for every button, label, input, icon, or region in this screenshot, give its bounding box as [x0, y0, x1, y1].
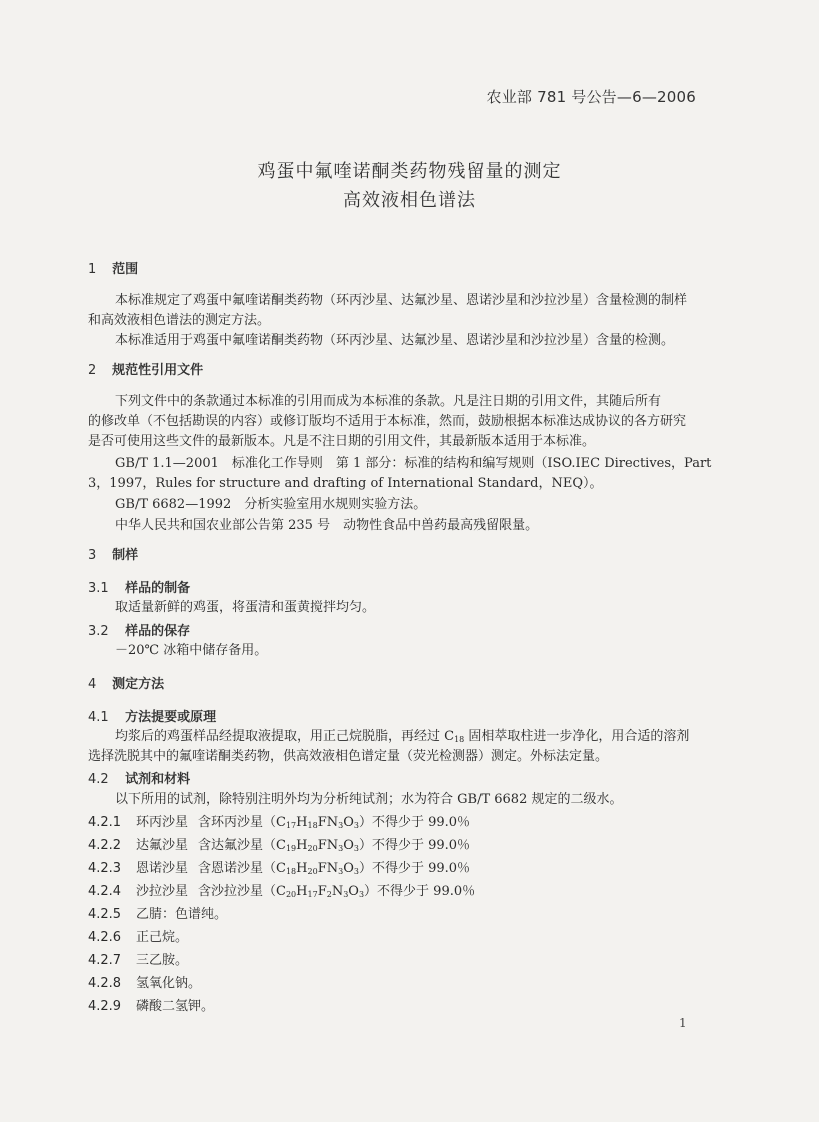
formula-prefix: 含恩诺沙星（C: [198, 861, 286, 876]
formula-element: O: [348, 884, 359, 899]
section-4-1-heading: [88, 710, 216, 726]
reference-paragraph-line: 下列文件中的条款通过本标准的引用而成为本标准的条款。凡是注日期的引用文件，其随后所有: [115, 394, 662, 409]
formula-subscript: 17: [285, 821, 297, 830]
formula-subscript: 20: [307, 844, 318, 853]
formula-subscript: 20: [285, 890, 297, 899]
formula-element: FN: [317, 838, 339, 853]
item-number: 4.2.7: [88, 953, 122, 968]
item-number: 4.2.6: [88, 930, 122, 945]
formula-element: FN: [317, 815, 339, 830]
item-text: 三乙胺。: [136, 953, 189, 968]
item-number: 4.2.4: [88, 884, 122, 899]
formula-subscript: 3: [343, 890, 349, 899]
section-label: 范围: [112, 262, 139, 277]
item-number: 4.2.9: [88, 999, 122, 1014]
section-3-1-text: 取适量新鲜的鸡蛋，将蛋清和蛋黄搅拌均匀。: [115, 600, 376, 615]
formula-prefix: 含环丙沙星（C: [198, 815, 286, 830]
formula-subscript: 3: [353, 821, 359, 830]
formula-suffix: ）不得少于 99.0％: [358, 815, 471, 830]
reagent-item: [88, 953, 188, 969]
formula-element: FN: [317, 861, 339, 876]
section-number: 3.1: [88, 581, 109, 596]
formula-element: H: [296, 815, 308, 830]
formula-subscript: 18: [285, 867, 297, 876]
formula-element: O: [343, 815, 354, 830]
formula-subscript: 19: [285, 844, 297, 853]
formula-subscript: 18: [307, 821, 318, 830]
formula-element: O: [343, 861, 354, 876]
formula-subscript: 3: [338, 867, 344, 876]
formula-suffix: ）不得少于 99.0％: [364, 884, 476, 899]
section-label: 测定方法: [112, 677, 165, 692]
formula-subscript: 3: [353, 844, 359, 853]
item-text: 乙腈：色谱纯。: [136, 907, 228, 922]
reagent-name: 沙拉沙星: [136, 884, 189, 899]
section-number: 3: [88, 548, 97, 563]
formula-suffix: ）不得少于 99.0％: [358, 861, 471, 876]
section-label: 样品的制备: [125, 581, 191, 596]
reference-paragraph-line: 是否可使用这些文件的最新版本。凡是不注日期的引用文件，其最新版本适用于本标准。: [88, 434, 596, 449]
section-number: 4.2: [88, 772, 109, 787]
formula-subscript: 20: [307, 867, 318, 876]
item-number: 4.2.8: [88, 976, 122, 991]
section-number: 4.1: [88, 710, 109, 725]
section-4-1-text-line: [115, 729, 689, 745]
formula-element: N: [331, 884, 344, 899]
page-number: 1: [679, 1016, 687, 1030]
section-3-2-text: －20℃ 冰箱中储存备用。: [115, 643, 268, 658]
reagent-item: [88, 907, 227, 923]
section-2-heading: [88, 363, 203, 379]
formula-prefix: 含达氟沙星（C: [198, 838, 286, 853]
item-text: 正己烷。: [136, 930, 189, 945]
reagent-name: 恩诺沙星: [136, 861, 189, 876]
formula-prefix: 含沙拉沙星（C: [198, 884, 286, 899]
document-number: 农业部 781 号公告—6—2006: [486, 88, 696, 106]
section-4-1-text-line: 选择洗脱其中的氟喹诺酮类药物，供高效液相色谱定量（荧光检测器）测定。外标法定量。: [88, 749, 609, 764]
item-text: 氢氧化钠。: [136, 976, 202, 991]
reagent-item: [88, 884, 475, 900]
reagent-item: [88, 930, 188, 946]
section-4-2-text: 以下所用的试剂，除特别注明外均为分析纯试剂；水为符合 GB/T 6682 规定的二级水。: [115, 792, 623, 807]
text-segment: 均浆后的鸡蛋样品经提取液提取，用正己烷脱脂，再经过 C: [115, 729, 455, 744]
formula-element: H: [296, 861, 308, 876]
reagent-item: [88, 861, 470, 877]
section-label: 制样: [112, 548, 139, 563]
section-4-2-heading: [88, 772, 190, 788]
formula-element: F: [317, 884, 327, 899]
scope-paragraph-line: 和高效液相色谱法的测定方法。: [88, 313, 271, 328]
text-segment: 固相萃取柱进一步净化，用合适的溶剂: [464, 729, 690, 744]
section-label: 方法提要或原理: [125, 710, 217, 725]
section-number: 3.2: [88, 624, 109, 639]
section-1-heading: [88, 262, 138, 278]
reference-entry: GB/T 1.1—2001 标准化工作导则 第 1 部分：标准的结构和编写规则（ISO.IEC Directives，Part: [115, 456, 712, 471]
formula-subscript: 3: [353, 867, 359, 876]
scope-paragraph-line: 本标准适用于鸡蛋中氟喹诺酮类药物（环丙沙星、达氟沙星、恩诺沙星和沙拉沙星）含量的检测。: [115, 333, 675, 348]
formula-suffix: ）不得少于 99.0％: [358, 838, 471, 853]
formula-element: H: [296, 838, 308, 853]
item-number: 4.2.2: [88, 838, 122, 853]
item-number: 4.2.3: [88, 861, 122, 876]
section-number: 2: [88, 363, 97, 378]
section-label: 样品的保存: [125, 624, 191, 639]
reagent-name: 环丙沙星: [136, 815, 189, 830]
reagent-name: 达氟沙星: [136, 838, 189, 853]
document-subtitle: 高效液相色谱法: [343, 190, 476, 211]
formula-subscript: 2: [326, 890, 332, 899]
section-3-1-heading: [88, 581, 190, 597]
reference-entry: 3，1997，Rules for structure and drafting of International Standard，NEQ）。: [88, 476, 603, 491]
formula-subscript: 3: [338, 844, 344, 853]
reagent-item: [88, 838, 470, 854]
section-label: 规范性引用文件: [112, 363, 204, 378]
formula-element: O: [343, 838, 354, 853]
item-number: 4.2.5: [88, 907, 122, 922]
section-number: 4: [88, 677, 97, 692]
formula-subscript: 3: [358, 890, 365, 899]
item-number: 4.2.1: [88, 815, 122, 830]
reference-entry: 中华人民共和国农业部公告第 235 号 动物性食品中兽药最高残留限量。: [115, 518, 539, 533]
document-title: 鸡蛋中氟喹诺酮类药物残留量的测定: [257, 161, 562, 182]
reference-entry: GB/T 6682—1992 分析实验室用水规则实验方法。: [115, 497, 427, 512]
subscript: 18: [454, 735, 465, 744]
formula-subscript: 17: [307, 890, 318, 899]
section-3-heading: [88, 548, 138, 564]
formula-element: H: [296, 884, 308, 899]
reagent-item: [88, 999, 214, 1015]
section-number: 1: [88, 262, 97, 277]
section-4-heading: [88, 677, 164, 693]
section-label: 试剂和材料: [125, 772, 191, 787]
reagent-item: [88, 976, 201, 992]
reference-paragraph-line: 的修改单（不包括勘误的内容）或修订版均不适用于本标准，然而，鼓励根据本标准达成协议的各方研究: [88, 414, 687, 429]
section-3-2-heading: [88, 624, 190, 640]
item-text: 磷酸二氢钾。: [136, 999, 215, 1014]
reagent-item: [88, 815, 470, 831]
scope-paragraph-line: 本标准规定了鸡蛋中氟喹诺酮类药物（环丙沙星、达氟沙星、恩诺沙星和沙拉沙星）含量检测的制样: [115, 293, 688, 308]
formula-subscript: 3: [338, 821, 344, 830]
